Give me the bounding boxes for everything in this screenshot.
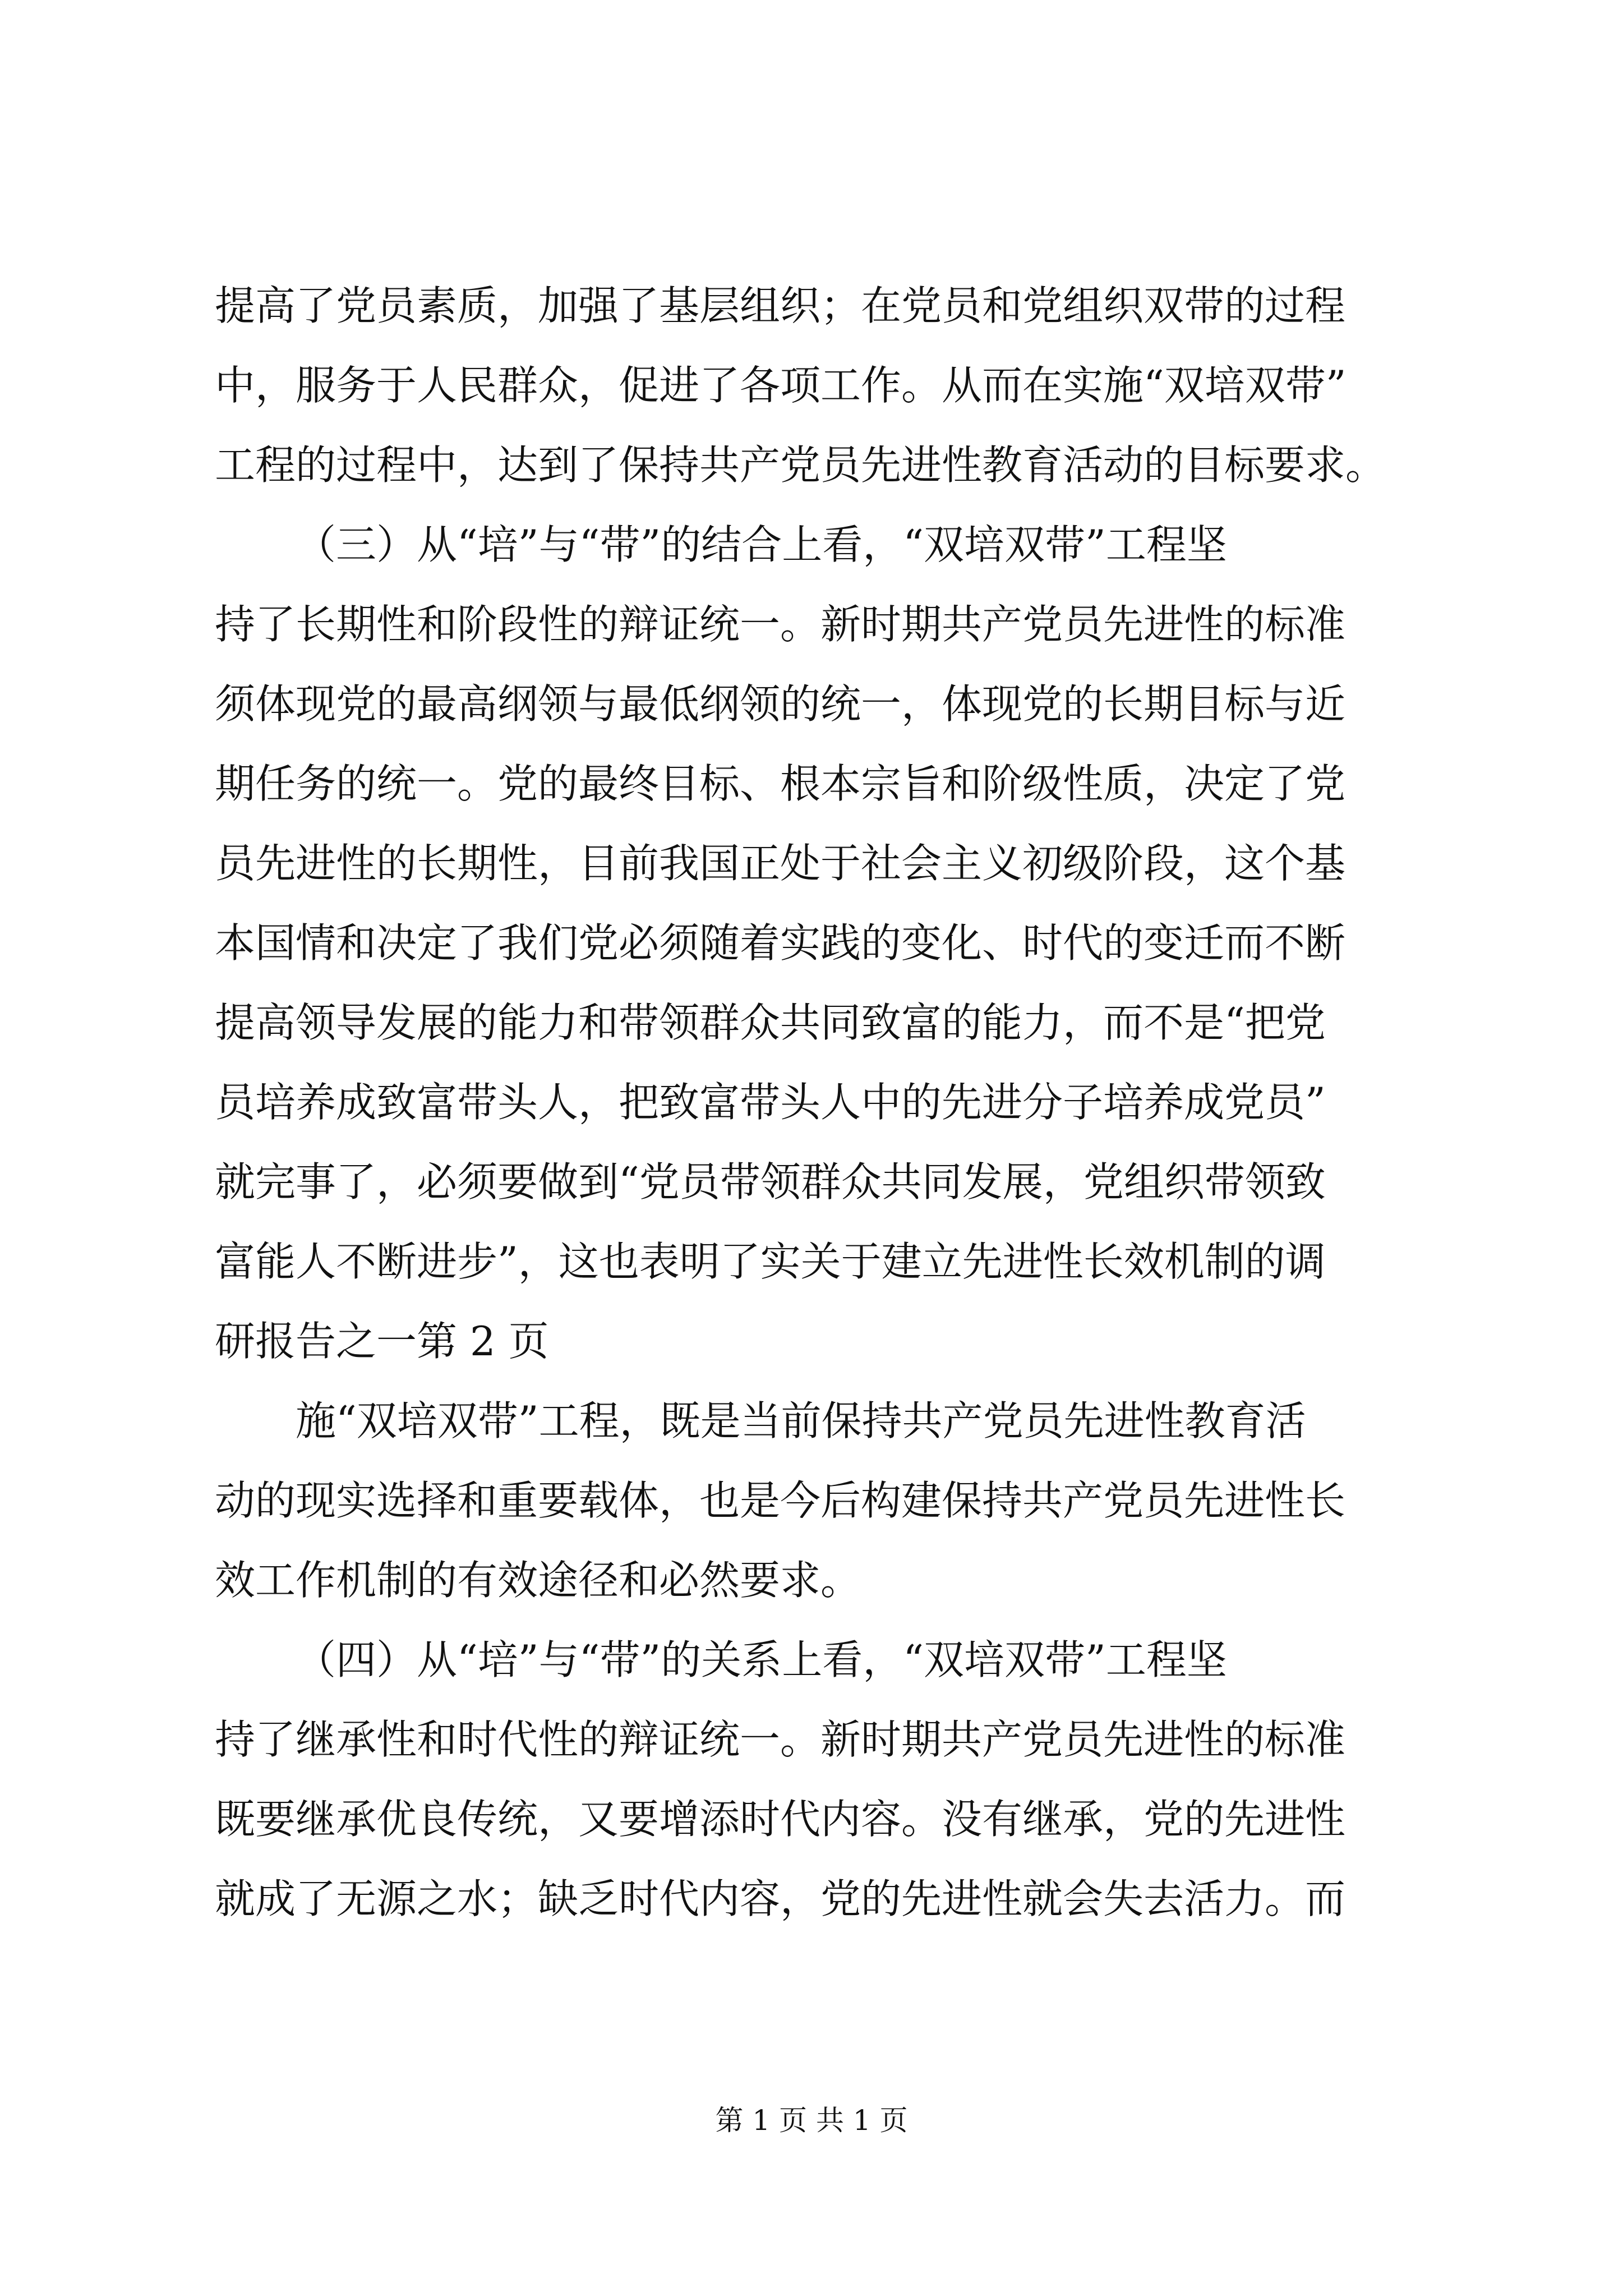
- text-line: 富能人不断进步”，这也表明了实关于建立先进性长效机制的调: [215, 1238, 1326, 1285]
- text-line: 中，服务于人民群众，促进了各项工作。从而在实施“双培双带”: [215, 362, 1347, 409]
- text-line: 动的现实选择和重要载体，也是今后构建保持共产党员先进性长: [215, 1477, 1346, 1524]
- text-line: 效工作机制的有效途径和必然要求。: [215, 1557, 861, 1604]
- text-line: 本国情和决定了我们党必须随着实践的变化、时代的变迁而不断: [215, 919, 1346, 967]
- text-line: 研报告之一第 2 页: [215, 1318, 549, 1365]
- text-line: 就完事了，必须要做到“党员带领群众共同发展，党组织带领致: [215, 1158, 1326, 1205]
- paragraph-start-line: （四）从“培”与“带”的关系上看，“双培双带”工程坚: [296, 1636, 1227, 1683]
- paragraph-start-line: 施“双培双带”工程，既是当前保持共产党员先进性教育活: [296, 1397, 1306, 1444]
- text-line: 提高了党员素质，加强了基层组织；在党员和党组织双带的过程: [215, 282, 1346, 329]
- text-line: 提高领导发展的能力和带领群众共同致富的能力，而不是“把党: [215, 999, 1326, 1046]
- text-line: 员先进性的长期性，目前我国正处于社会主义初级阶段，这个基: [215, 840, 1346, 887]
- text-line: 期任务的统一。党的最终目标、根本宗旨和阶级性质，决定了党: [215, 760, 1346, 807]
- text-line: 持了长期性和阶段性的辩证统一。新时期共产党员先进性的标准: [215, 601, 1346, 648]
- text-line: 须体现党的最高纲领与最低纲领的统一，体现党的长期目标与近: [215, 680, 1346, 728]
- document-body: [215, 266, 1426, 1939]
- text-line: 工程的过程中，达到了保持共产党员先进性教育活动的目标要求。: [215, 441, 1386, 489]
- text-line: 员培养成致富带头人，把致富带头人中的先进分子培养成党员”: [215, 1079, 1326, 1126]
- page-footer: [0, 2101, 1623, 2140]
- text-line: 既要继承优良传统，又要增添时代内容。没有继承，党的先进性: [215, 1796, 1346, 1843]
- text-line: 就成了无源之水；缺乏时代内容，党的先进性就会失去活力。而: [215, 1875, 1346, 1922]
- paragraph-start-line: （三）从“培”与“带”的结合上看，“双培双带”工程坚: [296, 521, 1227, 568]
- page-total: 共 1 页: [815, 2104, 908, 2137]
- text-line: 持了继承性和时代性的辩证统一。新时期共产党员先进性的标准: [215, 1716, 1346, 1763]
- page-number: 第 1 页: [715, 2104, 808, 2137]
